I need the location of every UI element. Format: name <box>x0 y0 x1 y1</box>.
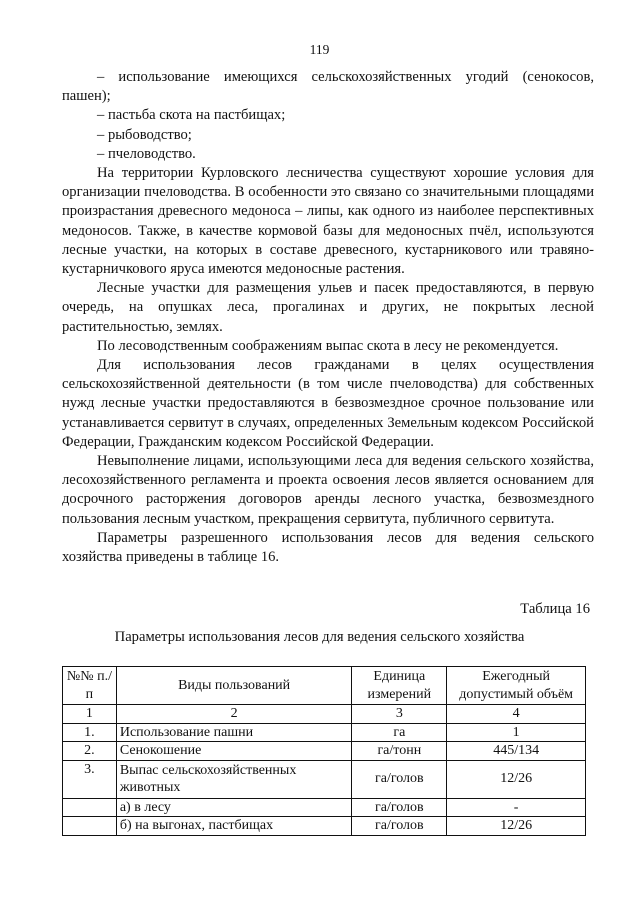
table-cell: Использование пашни <box>116 723 352 742</box>
table-cell <box>63 798 117 817</box>
table-cell: га/голов <box>352 798 447 817</box>
table-cell: 3. <box>63 760 117 798</box>
column-number-cell: 1 <box>63 705 117 724</box>
table-cell: га <box>352 723 447 742</box>
table-cell: 1 <box>447 723 586 742</box>
paragraph: Параметры разрешенного использования лесов для ведения сельского хозяйства приведены в таблице 16. <box>62 529 594 566</box>
table-row <box>63 760 586 798</box>
table-cell: 12/26 <box>447 817 586 836</box>
table-cell: 1. <box>63 723 117 742</box>
table-caption: Таблица 16 <box>520 601 590 617</box>
paragraph: Невыполнение лицами, использующими леса для ведения сельского хозяйства, лесохозяйственного регламента и проекта освоения лесов является основанием для досрочного расторжения договоров аренды лесного участка, безвозмездного пользования лесным участком, прекращения сервитута, публичного сервитута. <box>62 453 594 527</box>
paragraph: – рыбоводство; <box>97 126 192 143</box>
table-cell: га/тонн <box>352 742 447 761</box>
table-cell <box>63 817 117 836</box>
table-cell: 445/134 <box>447 742 586 761</box>
paragraph: – пастьба скота на пастбищах; <box>97 107 286 124</box>
paragraph: Для использования лесов гражданами в целях осуществления сельскохозяйственной деятельности (в том числе пчеловодства) для собственных нужд лесные участки предоставляются в безвозмездное срочное пользование или устанавливается сервитут в случаях, определенных Земельным кодексом Российской Федерации, Гражданским кодексом Российской Федерации. <box>62 357 594 450</box>
header-cell: Виды пользований <box>116 667 352 705</box>
parameters-table <box>62 666 586 836</box>
table-title: Параметры использования лесов для ведения сельского хозяйства <box>114 629 525 645</box>
table-cell: б) на выгонах, пастбищах <box>116 817 352 836</box>
header-cell: Ежегодный допустимый объём <box>447 667 586 705</box>
body-text <box>62 68 594 567</box>
table-cell: га/голов <box>352 817 447 836</box>
table-header-row <box>63 667 586 705</box>
table-row <box>63 817 586 836</box>
table-cell: а) в лесу <box>116 798 352 817</box>
table-cell: 12/26 <box>447 760 586 798</box>
paragraph: На территории Курловского лесничества существуют хорошие условия для организации пчеловодства. В особенности это связано со значительными площадями произрастания древесного медоноса – липы, как одного из наиболее перспективных медоносов. Также, в качестве кормовой базы для медоносных пчёл, используются лесные участки, на которых в составе древесного, кустарникового или травяно-кустарничкового яруса имеются медоносные растения. <box>62 165 594 278</box>
table-row <box>63 723 586 742</box>
column-number-cell: 4 <box>447 705 586 724</box>
header-cell: №№ п./п <box>63 667 117 705</box>
table-cell: - <box>447 798 586 817</box>
table-row <box>63 742 586 761</box>
table-cell: га/голов <box>352 760 447 798</box>
table-row <box>63 798 586 817</box>
column-number-cell: 3 <box>352 705 447 724</box>
page-number: 119 <box>309 42 330 57</box>
column-number-row <box>63 705 586 724</box>
paragraph: – пчеловодство. <box>97 145 196 162</box>
column-number-cell: 2 <box>116 705 352 724</box>
paragraph: – использование имеющихся сельскохозяйственных угодий (сенокосов, пашен); <box>62 69 594 105</box>
table-cell: Выпас сельскохозяйственных животных <box>116 760 352 798</box>
header-cell: Единица измерений <box>352 667 447 705</box>
paragraph: Лесные участки для размещения ульев и пасек предоставляются, в первую очередь, на опушках леса, прогалинах и других, не покрытых лесной растительностью, землях. <box>62 280 594 335</box>
paragraph: По лесоводственным соображениям выпас скота в лесу не рекомендуется. <box>97 337 559 354</box>
table-cell: 2. <box>63 742 117 761</box>
table-cell: Сенокошение <box>116 742 352 761</box>
